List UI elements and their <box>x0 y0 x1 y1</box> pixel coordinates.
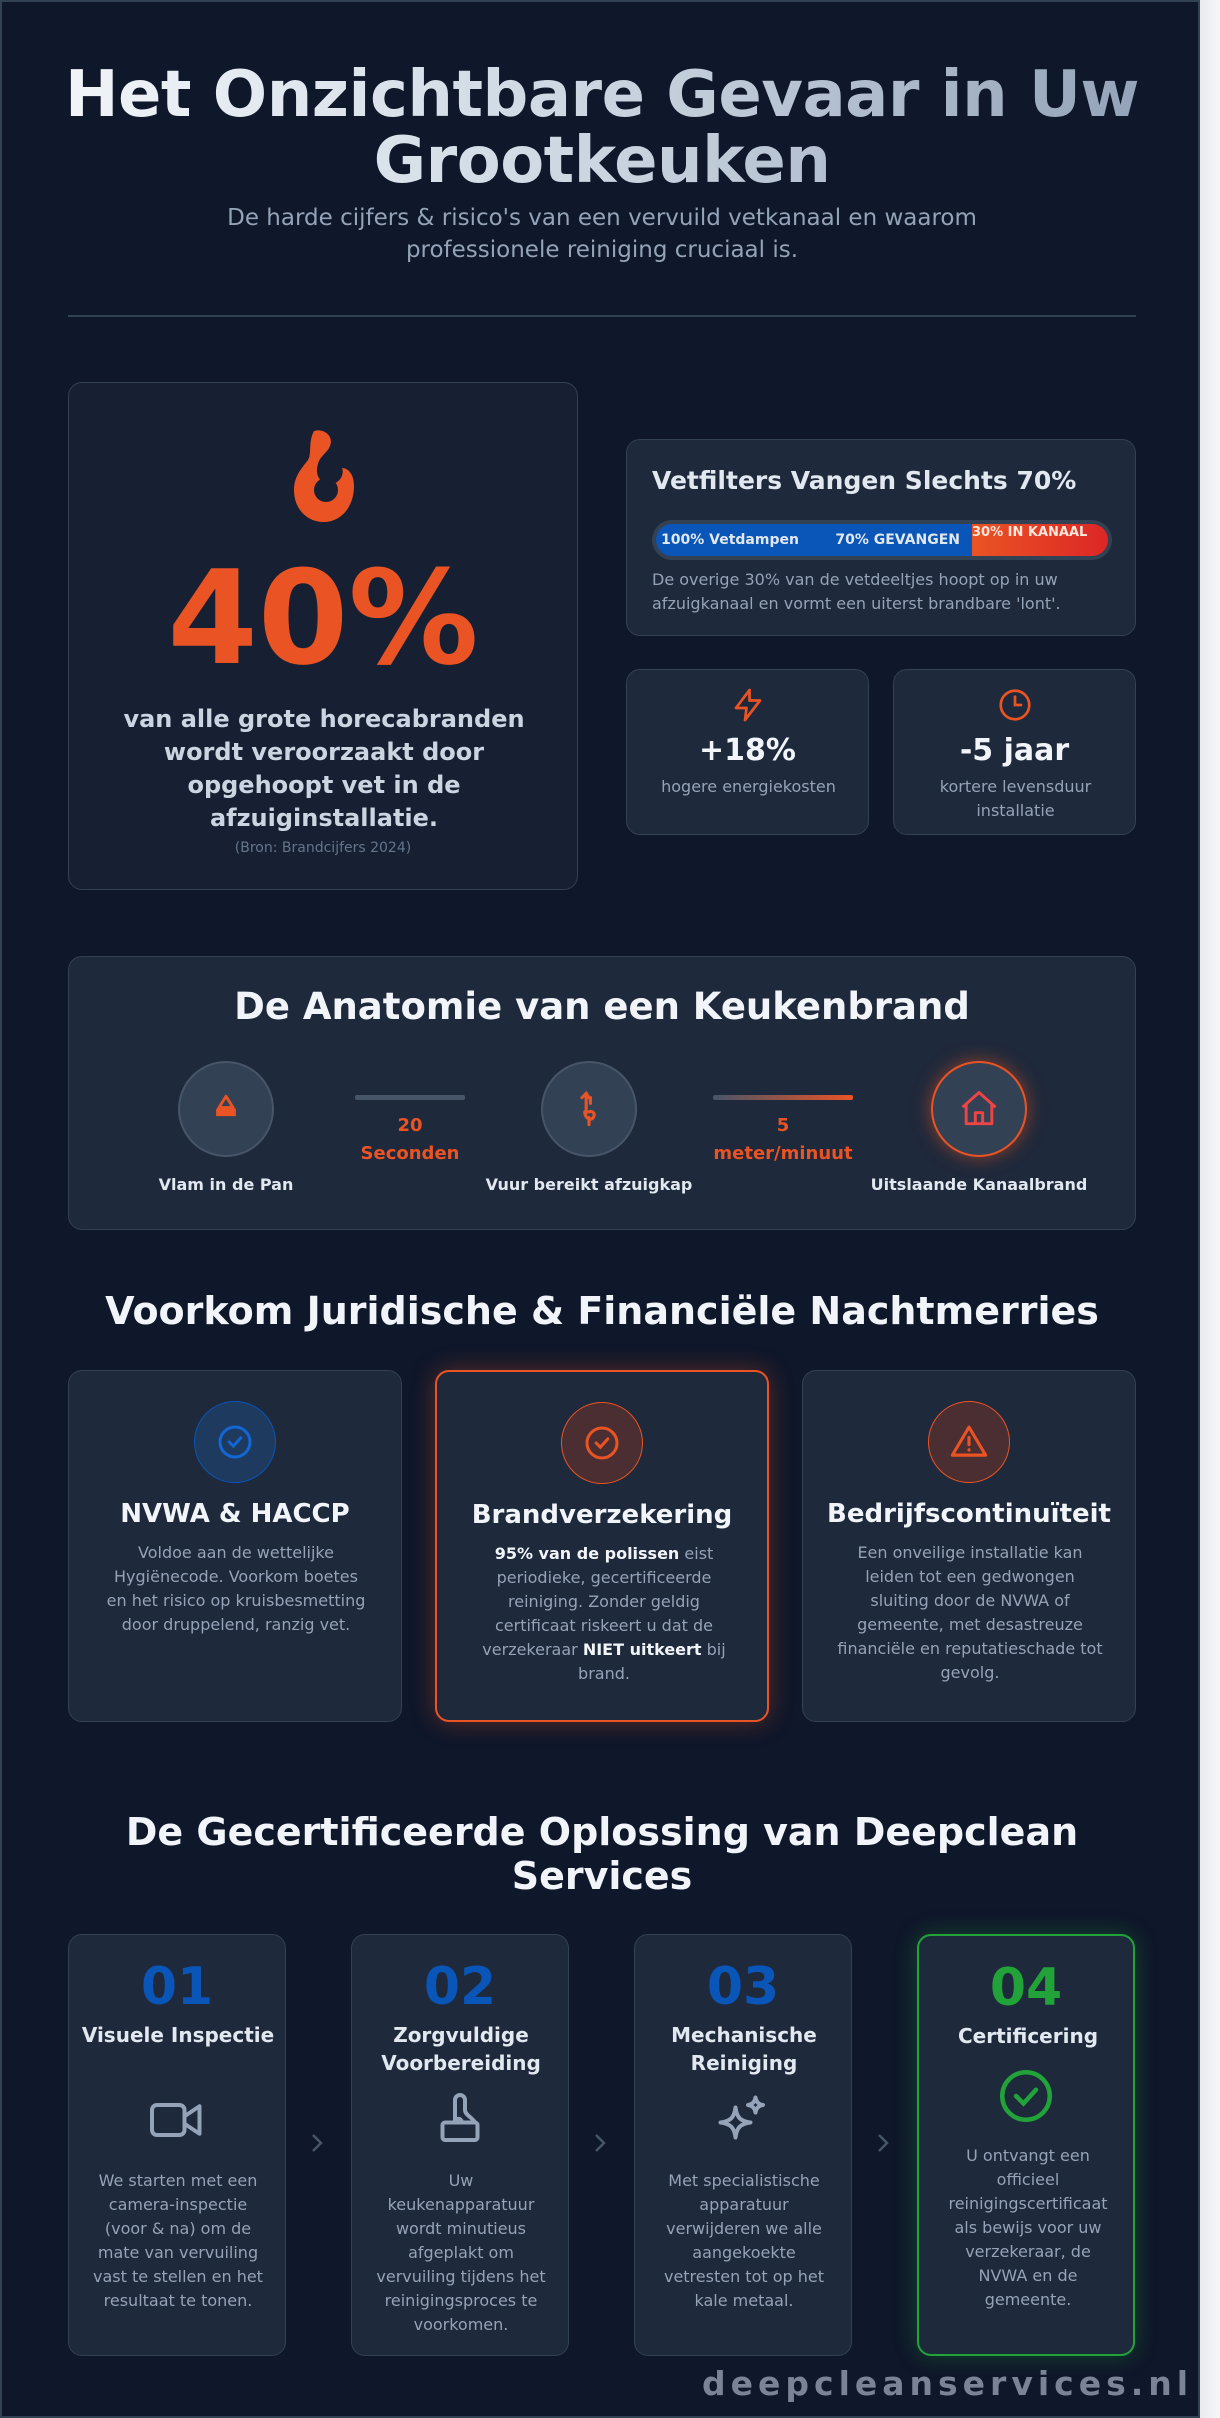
check-circle-icon <box>215 1422 255 1462</box>
solution-step-4 <box>917 1934 1135 2356</box>
step-text: Uw keukenapparatuur wordt minutieus afgeplakt om vervuiling tijdens het reinigingsproces te voorkomen. <box>376 2171 546 2334</box>
step-number: 01 <box>140 1957 214 2017</box>
anatomy-title: De Anatomie van een Keukenbrand <box>234 985 970 1028</box>
anatomy-label: Vuur bereikt afzuigkap <box>485 1175 693 1194</box>
step-title: Visuele Inspectie <box>81 2023 275 2047</box>
main-stat-value: 40% <box>167 542 479 694</box>
chevron-right-icon <box>307 2128 327 2158</box>
rising-fire-icon <box>572 1089 606 1129</box>
stat-value: -5 jaar <box>959 733 1070 768</box>
risk-card-nvwa <box>68 1370 402 1722</box>
footer-brand: deepcleanservices.nl <box>702 2364 1194 2403</box>
risk-text: Voldoe aan de wettelijke Hygiënecode. Voorkom boetes en het risico op kruisbesmetting door druppelend, ranzig vet. <box>106 1543 366 1634</box>
stat-value: +18% <box>699 733 796 768</box>
step-title: Mechanische Reiniging <box>671 2023 817 2075</box>
filter-card <box>626 439 1136 636</box>
filter-note: De overige 30% van de vetdeeltjes hoopt op in uw afzuigkanaal en vormt een uiterst brandbare 'lont'. <box>652 570 1061 613</box>
check-circle-icon <box>996 2066 1056 2126</box>
risks-section-title: Voorkom Juridische & Financiële Nachtmerries <box>105 1289 1099 1333</box>
chevron-right-icon <box>590 2128 610 2158</box>
step-number: 03 <box>706 1957 780 2017</box>
connector-line <box>713 1095 853 1100</box>
anatomy-label: Vlam in de Pan <box>158 1175 294 1194</box>
risk-title: NVWA & HACCP <box>120 1499 350 1529</box>
video-camera-icon <box>147 2090 207 2150</box>
connector-label: 20 Seconden <box>360 1115 460 1164</box>
stat-card-energy <box>626 669 869 835</box>
solution-step-2 <box>351 1934 569 2356</box>
risk-title: Brandverzekering <box>471 1500 733 1530</box>
anatomy-card <box>68 956 1136 1230</box>
bar-label-total: 100% Vetdampen <box>661 532 799 548</box>
step-text: U ontvangt een officieel reinigingscertificaat als bewijs voor uw verzekeraar, de NVWA en de gemeente. <box>948 2146 1108 2309</box>
clock-icon <box>997 687 1033 723</box>
anatomy-node-channel <box>931 1061 1027 1157</box>
risk-title: Bedrijfscontinuïteit <box>827 1499 1111 1529</box>
bar-segment-channel: 30% IN KANAAL <box>972 524 1108 556</box>
step-title: Certificering <box>957 2024 1099 2048</box>
risk-text: 95% van de polissen eist periodieke, gecertificeerde reiniging. Zonder geldig certificaat riskeert u dat de verzekeraar NIET uitkeert bij brand. <box>482 1544 726 1683</box>
step-number: 04 <box>989 1958 1063 2018</box>
paint-scraper-icon <box>430 2090 490 2150</box>
sparkles-icon <box>713 2090 773 2150</box>
risk-icon-wrap <box>928 1401 1010 1483</box>
main-stat-card <box>68 382 578 890</box>
step-text: We starten met een camera-inspectie (voor & na) om de mate van vervuiling vast te stellen en het resultaat te tonen. <box>93 2171 263 2310</box>
lightning-icon <box>730 687 766 723</box>
solution-section-title: De Gecertificeerde Oplossing van Deepclean Services <box>125 1810 1079 1898</box>
connector-label: 5 meter/minuut <box>713 1115 853 1164</box>
risk-icon-wrap <box>561 1402 643 1484</box>
pan-flame-icon <box>209 1092 243 1126</box>
step-text: Met specialistische apparatuur verwijderen we alle aangekoekte vetresten tot op het kale metaal. <box>663 2171 825 2310</box>
stat-label: kortere levensduur installatie <box>939 777 1092 820</box>
stat-card-lifespan <box>893 669 1136 835</box>
risk-text: Een onveilige installatie kan leiden tot een gedwongen sluiting door de NVWA of gemeente, met desastreuze financiële en reputatieschade tot gevolg. <box>837 1543 1103 1682</box>
risk-icon-wrap <box>194 1401 276 1483</box>
house-icon <box>957 1087 1001 1131</box>
step-title: Zorgvuldige Voorbereiding <box>381 2023 541 2075</box>
risk-card-insurance <box>435 1370 769 1722</box>
main-stat-source: (Bron: Brandcijfers 2024) <box>234 840 412 856</box>
anatomy-label: Uitslaande Kanaalbrand <box>870 1175 1088 1194</box>
warning-triangle-icon <box>948 1421 990 1463</box>
chevron-right-icon <box>873 2128 893 2158</box>
anatomy-node-hood <box>541 1061 637 1157</box>
page-title: Het Onzichtbare Gevaar in Uw Grootkeuken <box>62 62 1142 194</box>
flame-drop-icon <box>284 428 364 528</box>
step-number: 02 <box>423 1957 497 2017</box>
divider <box>68 315 1136 317</box>
check-circle-icon <box>582 1423 622 1463</box>
risk-card-continuity <box>802 1370 1136 1722</box>
anatomy-node-pan <box>178 1061 274 1157</box>
page-subtitle: De harde cijfers & risico's van een vervuild vetkanaal en waarom professionele reiniging cruciaal is. <box>227 205 977 263</box>
filter-progress-bar <box>652 520 1112 560</box>
bar-label-caught: 70% GEVANGEN <box>835 532 960 548</box>
solution-step-1 <box>68 1934 286 2356</box>
stat-label: hogere energiekosten <box>661 777 836 796</box>
main-stat-description: van alle grote horecabranden wordt veroorzaakt door opgehoopt vet in de afzuiginstallatie. <box>123 705 525 832</box>
connector-line <box>355 1095 465 1100</box>
page-margin <box>1200 0 1220 2418</box>
filter-title: Vetfilters Vangen Slechts 70% <box>652 466 1077 495</box>
bar-segment-caught <box>656 524 972 556</box>
solution-step-3 <box>634 1934 852 2356</box>
